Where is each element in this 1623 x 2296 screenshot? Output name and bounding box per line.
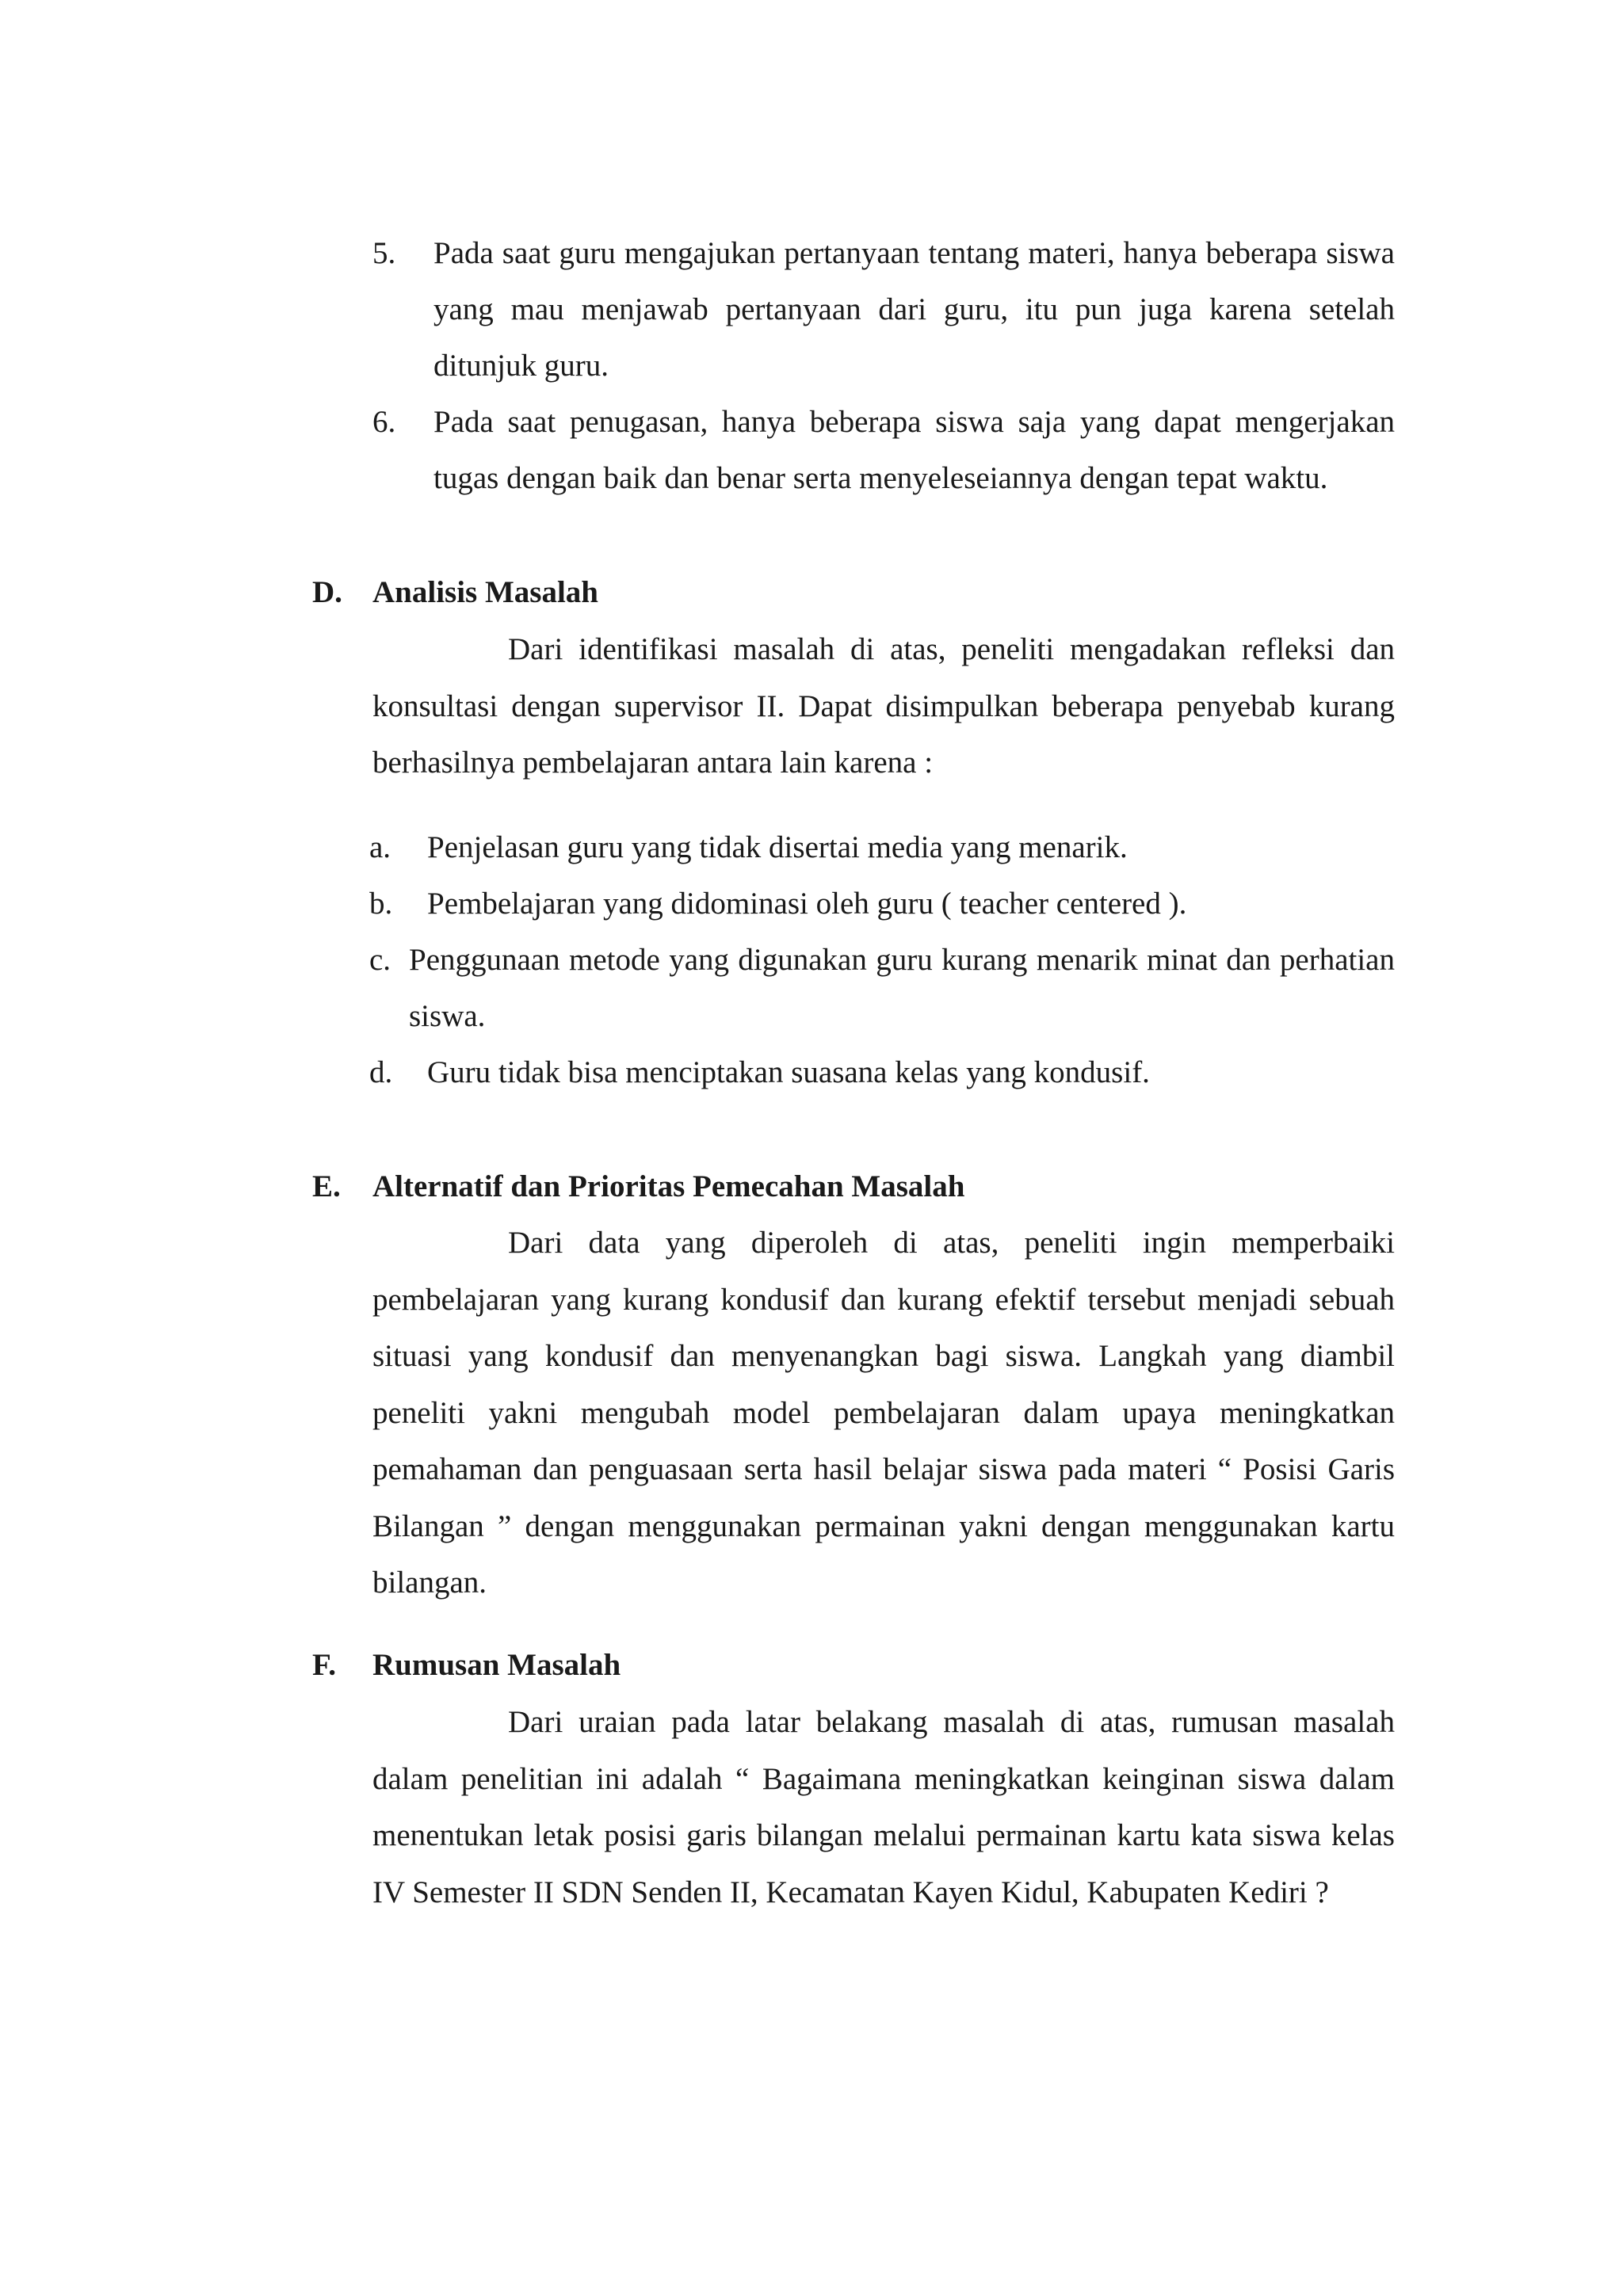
list-letter: a. bbox=[369, 830, 391, 864]
paragraph-text: Dari identifikasi masalah di atas, peneliti mengadakan refleksi dan konsultasi dengan supervisor II. Dapat disimpulkan beberapa penyebab kurang berhasilnya pembelajaran antara lain karena : bbox=[372, 632, 1395, 780]
list-item-6 bbox=[372, 394, 1395, 506]
section-letter: E. bbox=[312, 1169, 341, 1203]
section-f-paragraph bbox=[372, 1694, 1395, 1920]
section-d-paragraph bbox=[372, 621, 1395, 791]
list-number: 6. bbox=[372, 405, 396, 439]
list-item-c bbox=[369, 932, 1395, 1044]
section-title: Alternatif dan Prioritas Pemecahan Masalah bbox=[372, 1169, 965, 1203]
list-letter: d. bbox=[369, 1055, 393, 1089]
section-heading-e bbox=[312, 1158, 964, 1215]
list-letter: c. bbox=[369, 943, 391, 977]
list-item-text: Pada saat penugasan, hanya beberapa siswa saja yang dapat mengerjakan tugas dengan baik dan benar serta menyeleseiannya dengan tepat waktu. bbox=[433, 405, 1395, 495]
list-item-text: Guru tidak bisa menciptakan suasana kelas yang kondusif. bbox=[427, 1055, 1150, 1089]
section-e-paragraph bbox=[372, 1215, 1395, 1611]
list-item-text: Penggunaan metode yang digunakan guru kurang menarik minat dan perhatian siswa. bbox=[409, 943, 1395, 1033]
section-title: Analisis Masalah bbox=[372, 575, 598, 609]
list-item-5 bbox=[372, 225, 1395, 394]
paragraph-text: Dari data yang diperoleh di atas, peneliti ingin memperbaiki pembelajaran yang kurang kondusif dan kurang efektif tersebut menjadi sebuah situasi yang kondusif dan menyenangkan bagi siswa. Langkah yang diambil peneliti yakni mengubah model pembelajaran dalam upaya meningkatkan pemahaman dan penguasaan serta hasil belajar siswa pada materi “ Posisi Garis Bilangan ” dengan menggunakan permainan yakni dengan menggunakan kartu bilangan. bbox=[372, 1226, 1395, 1600]
list-item-a bbox=[369, 819, 1395, 875]
list-item-d bbox=[369, 1044, 1395, 1100]
list-letter: b. bbox=[369, 887, 393, 921]
list-item-b bbox=[369, 875, 1395, 932]
section-heading-d bbox=[312, 564, 598, 620]
list-item-text: Pembelajaran yang didominasi oleh guru ( teacher centered ). bbox=[427, 887, 1187, 921]
list-item-text: Pada saat guru mengajukan pertanyaan tentang materi, hanya beberapa siswa yang mau menjawab pertanyaan dari guru, itu pun juga karena setelah ditunjuk guru. bbox=[433, 236, 1395, 383]
section-title: Rumusan Masalah bbox=[372, 1648, 621, 1682]
paragraph-text: Dari uraian pada latar belakang masalah di atas, rumusan masalah dalam penelitian ini adalah “ Bagaimana meningkatkan keinginan siswa dalam menentukan letak posisi garis bilangan melalui permainan kartu kata siswa kelas IV Semester II SDN Senden II, Kecamatan Kayen Kidul, Kabupaten Kediri ? bbox=[372, 1705, 1395, 1909]
section-letter: D. bbox=[312, 575, 342, 609]
section-letter: F. bbox=[312, 1648, 336, 1682]
section-heading-f bbox=[312, 1637, 621, 1693]
list-item-text: Penjelasan guru yang tidak disertai media yang menarik. bbox=[427, 830, 1128, 864]
list-number: 5. bbox=[372, 236, 396, 270]
